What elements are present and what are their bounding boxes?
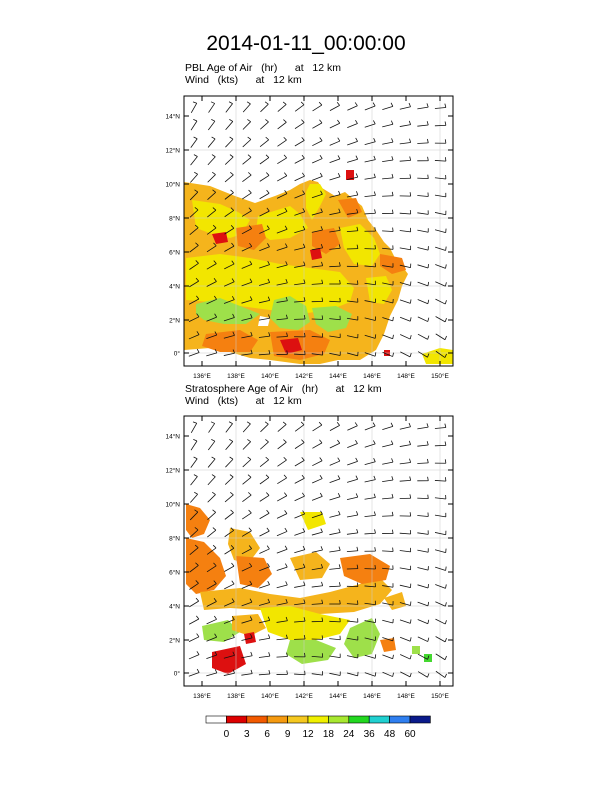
pbl-age-map-panel — [140, 88, 470, 428]
lon-label: 136°E — [193, 693, 211, 700]
lat-label: 2°N — [169, 317, 180, 325]
colorbar-label: 0 — [223, 729, 230, 740]
lon-label: 148°E — [397, 693, 415, 700]
lon-label: 146°E — [363, 373, 381, 380]
lon-label: 140°E — [261, 373, 279, 380]
lon-label: 148°E — [397, 373, 415, 380]
panel1-subtitle-2: Wind (kts) at 12 km — [185, 74, 302, 86]
lat-label: 10°N — [165, 181, 180, 189]
colorbar-label: 24 — [343, 729, 355, 740]
lon-label: 138°E — [227, 373, 245, 380]
strat-age-map-panel — [140, 408, 470, 748]
panel2-subtitle-1: Stratosphere Age of Air (hr) at 12 km — [185, 383, 382, 395]
colorbar-label: 6 — [264, 729, 270, 740]
colorbar-label: 48 — [384, 729, 396, 740]
lat-label: 10°N — [165, 501, 180, 509]
lat-label: 6°N — [169, 249, 180, 257]
lon-label: 144°E — [329, 373, 347, 380]
colorbar-label: 3 — [244, 729, 250, 740]
lon-label: 138°E — [227, 693, 245, 700]
lat-label: 4°N — [169, 283, 180, 291]
lat-label: 8°N — [169, 535, 180, 543]
lat-label: 0° — [173, 670, 180, 678]
lon-label: 140°E — [261, 693, 279, 700]
lat-label: 12°N — [165, 467, 180, 475]
pbl-age-map — [140, 88, 470, 428]
colorbar-label: 36 — [363, 729, 375, 740]
panel1-subtitle-1: PBL Age of Air (hr) at 12 km — [185, 62, 342, 74]
colorbar-label: 9 — [284, 729, 291, 740]
figure-title: 2014-01-11_00:00:00 — [206, 32, 406, 55]
lon-label: 150°E — [431, 373, 449, 380]
lat-label: 4°N — [169, 603, 180, 611]
lat-label: 12°N — [165, 147, 180, 155]
lon-label: 144°E — [329, 693, 347, 700]
lat-label: 6°N — [169, 569, 180, 577]
lon-label: 150°E — [431, 693, 449, 700]
lat-label: 0° — [173, 350, 180, 358]
strat-lon-labels — [193, 692, 449, 700]
colorbar-label: 60 — [404, 729, 416, 740]
panel2-subtitle-2: Wind (kts) at 12 km — [185, 395, 302, 407]
lat-label: 8°N — [169, 215, 180, 223]
strat-lat-labels — [165, 433, 180, 678]
lon-label: 142°E — [295, 373, 313, 380]
colorbar-label: 12 — [302, 729, 314, 740]
pbl-lon-labels — [193, 372, 449, 380]
lat-label: 14°N — [165, 433, 180, 441]
lat-label: 14°N — [165, 113, 180, 121]
strat-age-map — [140, 408, 470, 748]
pbl-lat-labels — [165, 113, 180, 358]
s-green-4 — [412, 646, 420, 654]
colorbar-label: 18 — [322, 729, 334, 740]
lon-label: 142°E — [295, 693, 313, 700]
lon-label: 136°E — [193, 373, 211, 380]
lat-label: 2°N — [169, 637, 180, 645]
lon-label: 146°E — [363, 693, 381, 700]
